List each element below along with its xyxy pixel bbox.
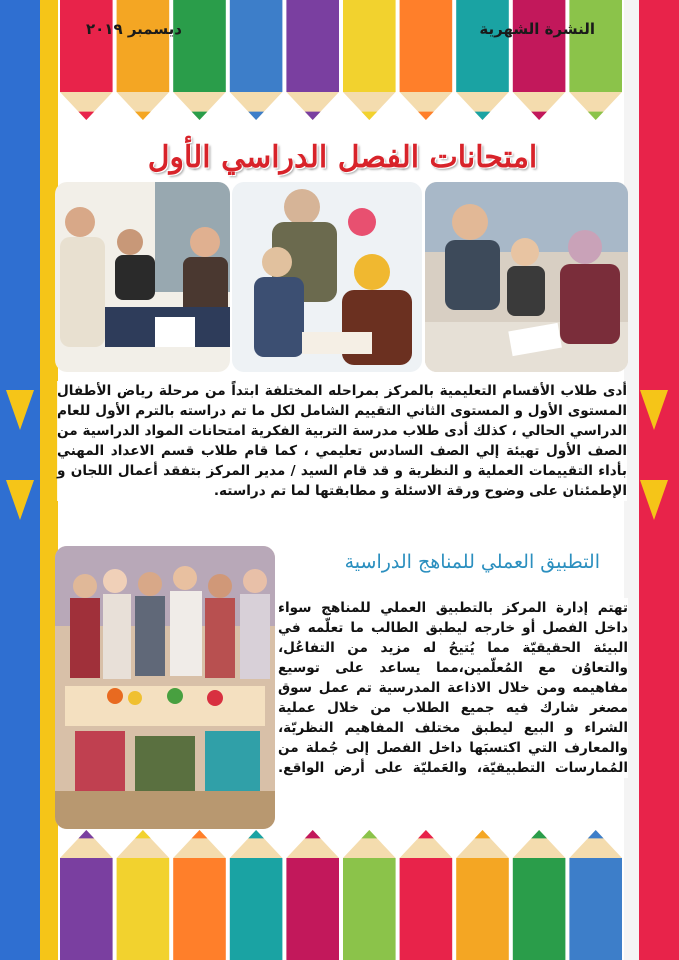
pencil-body (343, 0, 396, 92)
pencil-lead (475, 830, 491, 838)
pencil-lead (588, 112, 604, 120)
pencil-lead (248, 112, 264, 120)
pencil-lead (305, 112, 321, 120)
pencil-lead (418, 112, 434, 120)
pencil-body (513, 0, 566, 92)
pencil-body (569, 0, 622, 92)
practical-application-paragraph: تهتم إدارة المركز بالتطبيق العملي للمناهج سواء داخل الفصل أو خارجه ليطبق الطالب ما تعلّمه في البيئة الحقيقيّة مما يُتيحُ له مزيد من التفاعُل، والتعاوُن مع المُعلّمين،مما يساعد على توسيع مفاهيمه ومن خلال الاذاعة المدرسية تم عمل سوق مصغر شارك فيه جميع الطلاب من خلال عملية الشراء و البيع ليطبق مختلف المفاهيم النظريّة، والمعارف التي اكتسبَها داخل الفصل إلى جُملة من المُمارسات التطبيقيّة، والعَمليّة على أرض الواقع. (278, 600, 628, 776)
pencil-lead (192, 830, 208, 838)
pencil-lead (78, 830, 94, 838)
pencil-lead (135, 830, 151, 838)
page-title: امتحانات الفصل الدراسي الأول (147, 140, 538, 175)
pencil-body (230, 0, 283, 92)
pencil-body (569, 858, 622, 960)
pencil-body (173, 0, 226, 92)
pencil-body (513, 858, 566, 960)
pencil-body (286, 858, 339, 960)
pencil-body (400, 858, 453, 960)
section-subheading: التطبيق العملي للمناهج الدراسية (282, 551, 600, 573)
pencil-lead (135, 112, 151, 120)
pencil-lead (361, 830, 377, 838)
pencil-lead (78, 112, 94, 120)
pencil-body (286, 0, 339, 92)
pencil-lead (305, 830, 321, 838)
pencil-lead (361, 112, 377, 120)
pencil-body (60, 0, 113, 92)
pencil-body (230, 858, 283, 960)
pencil-body (400, 0, 453, 92)
pencil-body (117, 858, 170, 960)
exams-paragraph: أدى طلاب الأقسام التعليمية بالمركز بمراحله المختلفة ابتداً من مرحلة رياض الأطفال المستوى الأول و المستوى الثاني التقييم الشامل لكل ما تم دراسته بالترم الأول للعام الدراسي الحالي ، كذلك أدى طلاب مدرسة التربية الفكرية امتحانات المواد الدراسية من الصف الأول تهيئة إلي الصف السادس تعليمي ، كما قام طلاب قسم الاعداد المهني بأداء التقييمات العملية و النظرية و قد قام السيد / مدير المركز بتفقد أعمال اللجان و الإطمئنان على وضوح ورقة الاسئلة و مطابقتها لما تم دراسته. (57, 383, 627, 499)
exam-photo-1 (425, 182, 628, 372)
pencil-lead (192, 112, 208, 120)
newsletter-label: النشرة الشهرية (479, 20, 595, 38)
pencil-lead (418, 830, 434, 838)
exam-photo-3 (55, 182, 230, 372)
pencil-body (456, 858, 509, 960)
pencil-lead (475, 112, 491, 120)
pencil-lead (531, 830, 547, 838)
pencil-body (117, 0, 170, 92)
pencil-lead (248, 830, 264, 838)
market-activity-photo (55, 546, 275, 829)
pencil-body (173, 858, 226, 960)
issue-date: ديسمبر ٢٠١٩ (86, 20, 182, 38)
pencil-lead (531, 112, 547, 120)
pencil-body (456, 0, 509, 92)
pencil-body (343, 858, 396, 960)
pencil-body (60, 858, 113, 960)
exam-photo-2 (232, 182, 422, 372)
pencil-lead (588, 830, 604, 838)
